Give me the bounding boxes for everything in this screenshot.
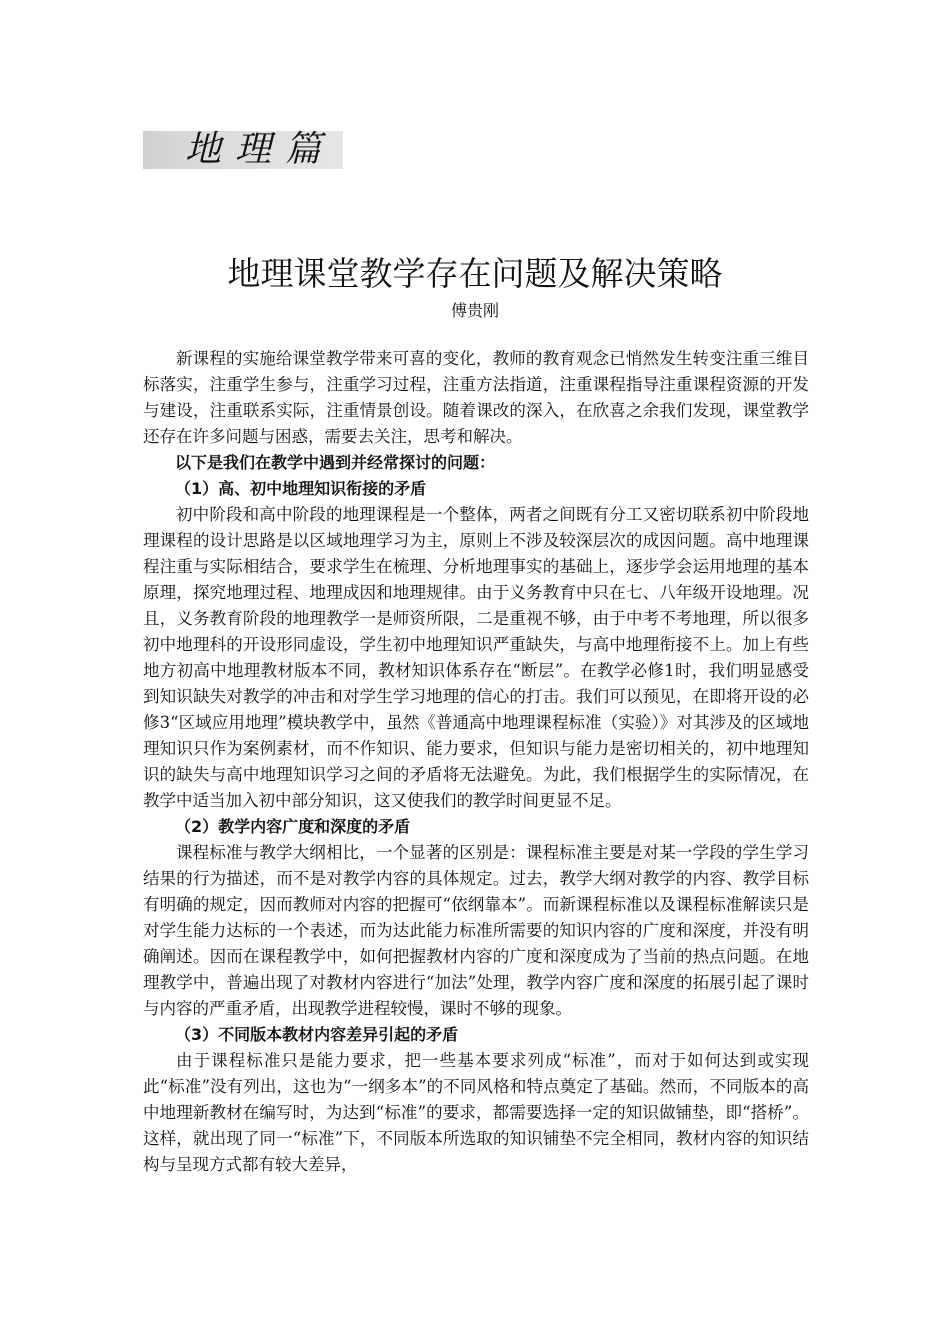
paragraph-2: 课程标准与教学大纲相比，一个显著的区别是：课程标准主要是对某一学段的学生学习结果的行为描述，而不是对教学内容的具体规定。过去，教学大纲对教学的内容、教学目标有明确的规定，因而教师对内容的把握可“依纲靠本”。而新课程标准以及课程标准解读只是对学生能力达标的一个表述，而为达此能力标准所需要的知识内容的广度和深度，并没有明确阐述。因而在课程教学中，如何把握教材内容的广度和深度成为了当前的热点问题。在地理教学中，普遍出现了对教材内容进行“加法”处理，教学内容广度和深度的拓展引起了课时与内容的严重矛盾，出现教学进程较慢，课时不够的现象。 [143,843,809,1018]
subheading-1: （1）高、初中地理知识衔接的矛盾 [175,479,427,498]
subheading-3: （3）不同版本教材内容差异引起的矛盾 [175,1025,459,1044]
subheading-2: （2）教学内容广度和深度的矛盾 [175,817,411,836]
problems-intro-heading: 以下是我们在教学中遇到并经常探讨的问题： [175,453,496,472]
paragraph-1: 初中阶段和高中阶段的地理课程是一个整体，两者之间既有分工又密切联系初中阶段地理课程的设计思路是以区域地理学习为主，原则上不涉及较深层次的成因问题。高中地理课程注重与实际相结合，要求学生在梳理、分析地理事实的基础上，逐步学会运用地理的基本原理，探究地理过程、地理成因和地理规律。由于义务教育中只在七、八年级开设地理。况且，义务教育阶段的地理教学一是师资所限，二是重视不够，由于中考不考地理，所以很多初中地理科的开设形同虚设，学生初中地理知识严重缺失，与高中地理衔接不上。加上有些地方初高中地理教材版本不同，教材知识体系存在“断层”。在教学必修1时，我们明显感受到知识缺失对教学的冲击和对学生学习地理的信心的打击。我们可以预见，在即将开设的必修3“区域应用地理”模块教学中，虽然《普通高中地理课程标准（实验）》对其涉及的区域地理知识只作为案例素材，而不作知识、能力要求，但知识与能力是密切相关的，初中地理知识的缺失与高中地理知识学习之间的矛盾将无法避免。为此，我们根据学生的实际情况，在教学中适当加入初中部分知识，这又使我们的教学时间更显不足。 [143,505,809,810]
paragraph-3: 由于课程标准只是能力要求，把一些基本要求列成“标准”，而对于如何达到或实现此“标准”没有列出，这也为“一纲多本”的不同风格和特点奠定了基础。然而，不同版本的高中地理新教材在编写时，为达到“标准”的要求，都需要选择一定的知识做铺垫，即“搭桥”。这样，就出现了同一“标准”下，不同版本所选取的知识铺垫不完全相同，教材内容的知识结构与呈现方式都有较大差异， [143,1051,809,1174]
article-body [143,346,809,1178]
author-name: 傅贵刚 [450,301,499,320]
paragraph-intro: 新课程的实施给课堂教学带来可喜的变化，教师的教育观念已悄然发生转变注重三维目标落实，注重学生参与，注重学习过程，注重方法指道，注重课程指导注重课程资源的开发与建设，注重联系实际，注重情景创设。随着课改的深入，在欣喜之余我们发现，课堂教学还存在许多问题与困惑，需要去关注，思考和解决。 [143,349,809,446]
article-title: 地理课堂教学存在问题及解决策略 [227,254,723,293]
section-title: 地理篇 [185,129,336,170]
